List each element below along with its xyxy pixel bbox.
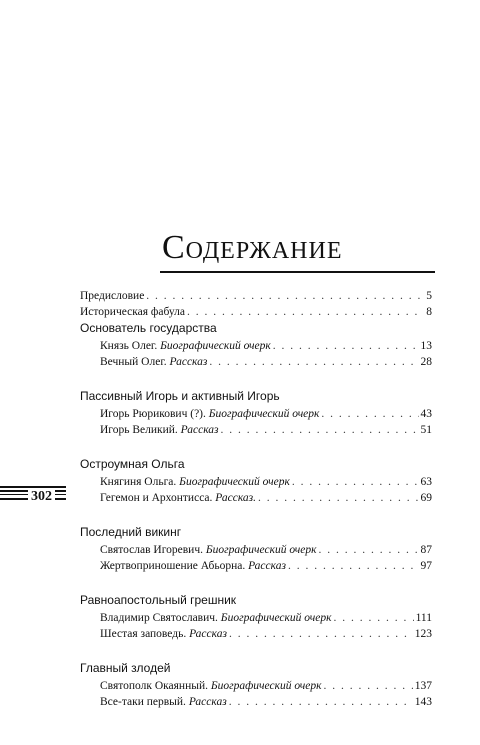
toc-entry[interactable]	[80, 626, 432, 642]
toc-entry[interactable]	[80, 304, 432, 320]
leader-dots	[319, 542, 419, 558]
toc-entry-title: Гегемон и Архонтисса.	[100, 492, 216, 504]
toc-entry[interactable]	[80, 288, 432, 304]
toc-entry-kind: Биографический очерк	[160, 340, 271, 352]
toc-entry-kind: Биографический очерк	[208, 408, 320, 420]
toc-entry-label: Предисловие	[80, 290, 145, 302]
toc-entry-kind: Рассказ	[180, 424, 219, 436]
toc-entry[interactable]	[80, 354, 432, 370]
toc-entry-kind: Рассказ	[188, 696, 227, 708]
leader-dots	[324, 678, 413, 694]
toc-entry-kind: Рассказ	[169, 356, 208, 368]
toc-entry-kind: Биографический очерк	[179, 476, 290, 488]
toc-entry-page: 8	[426, 306, 432, 318]
toc-entry-page: 43	[420, 408, 432, 420]
toc-section	[80, 388, 432, 438]
leader-dots	[229, 694, 413, 710]
toc-entry-kind: Рассказ	[189, 628, 227, 640]
toc-entry-title: Все-таки первый.	[100, 696, 189, 708]
toc-section	[80, 660, 432, 710]
toc-entry[interactable]	[80, 490, 432, 506]
toc-entry-page: 97	[420, 560, 432, 572]
toc-section	[80, 524, 432, 574]
toc-entry-title: Владимир Святославич.	[100, 612, 221, 624]
toc-entry-label	[100, 406, 319, 422]
toc-entry-title: Вечный Олег.	[100, 356, 170, 368]
toc-section	[80, 456, 432, 506]
toc-entry-label	[100, 422, 219, 438]
toc-entry-label	[100, 610, 331, 626]
toc-section-heading: Последний викинг	[80, 525, 182, 539]
page-title: Содержание	[162, 229, 343, 266]
toc-entry[interactable]	[80, 558, 432, 574]
toc-entry-kind: Биографический очерк	[210, 680, 322, 692]
toc-section-heading: Пассивный Игорь и активный Игорь	[80, 389, 280, 403]
toc-entry-page: 111	[415, 612, 432, 624]
toc-entry-title: Игорь Рюрикович (?).	[100, 408, 209, 420]
toc-entry-page: 69	[420, 492, 432, 504]
toc-entry-label	[100, 626, 227, 642]
toc-entry-page: 51	[420, 424, 432, 436]
toc-entry[interactable]	[80, 338, 432, 354]
toc-entry-label: Историческая фабула	[80, 306, 185, 318]
toc-entry-label	[100, 474, 290, 490]
toc-entry-title: Князь Олег.	[100, 340, 161, 352]
leader-dots	[209, 354, 418, 370]
toc-entry-title: Шестая заповедь.	[100, 628, 190, 640]
toc-entry-page: 13	[420, 340, 432, 352]
toc-entry[interactable]	[80, 474, 432, 490]
toc-entry-label	[100, 678, 322, 694]
leader-dots	[292, 474, 419, 490]
toc-intro	[80, 288, 432, 320]
leader-dots	[221, 422, 419, 438]
leader-dots	[146, 288, 424, 304]
toc-entry-page: 143	[414, 696, 432, 708]
leader-dots	[288, 558, 419, 574]
toc-entry[interactable]	[80, 678, 432, 694]
toc-entry-title: Игорь Великий.	[100, 424, 181, 436]
toc-entry-page: 63	[420, 476, 432, 488]
toc-entry-page: 5	[426, 290, 432, 302]
table-of-contents	[80, 288, 432, 710]
toc-entry-kind: Биографический очерк	[220, 612, 332, 624]
toc-entry-kind: Рассказ	[248, 560, 286, 572]
toc-entry[interactable]	[80, 406, 432, 422]
toc-section	[80, 320, 432, 370]
toc-entry-label	[100, 338, 271, 354]
toc-entry-page: 87	[420, 544, 432, 556]
toc-entry-label	[100, 354, 207, 370]
toc-section-heading: Равноапостольный грешник	[80, 593, 237, 607]
toc-entry-title: Святополк Окаянный.	[100, 680, 211, 692]
toc-entry-label	[100, 490, 256, 506]
toc-entry-page: 123	[414, 628, 432, 640]
toc-entry-label	[100, 558, 286, 574]
leader-dots	[333, 610, 413, 626]
toc-entry[interactable]	[80, 542, 432, 558]
toc-entry[interactable]	[80, 422, 432, 438]
toc-section-heading: Остроумная Ольга	[80, 457, 185, 471]
toc-section-heading: Главный злодей	[80, 661, 171, 675]
toc-entry-title: Княгиня Ольга.	[100, 476, 180, 488]
toc-entry-title: Святослав Игоревич.	[100, 544, 206, 556]
toc-entry-label	[100, 542, 317, 558]
toc-entry-label	[100, 694, 227, 710]
toc-entry-title: Жертвоприношение Абьорна.	[100, 560, 249, 572]
toc-section	[80, 592, 432, 642]
leader-dots	[229, 626, 413, 642]
leader-dots	[258, 490, 418, 506]
toc-entry-kind: Биографический очерк	[205, 544, 317, 556]
toc-entry[interactable]	[80, 610, 432, 626]
leader-dots	[273, 338, 419, 354]
page-number: 302	[28, 489, 55, 505]
toc-entry-kind: Рассказ.	[215, 492, 257, 504]
toc-section-heading: Основатель государства	[80, 321, 217, 335]
leader-dots	[321, 406, 418, 422]
title-rule	[160, 271, 435, 273]
toc-entry[interactable]	[80, 694, 432, 710]
toc-entry-page: 28	[420, 356, 432, 368]
leader-dots	[187, 304, 424, 320]
toc-entry-page: 137	[414, 680, 432, 692]
